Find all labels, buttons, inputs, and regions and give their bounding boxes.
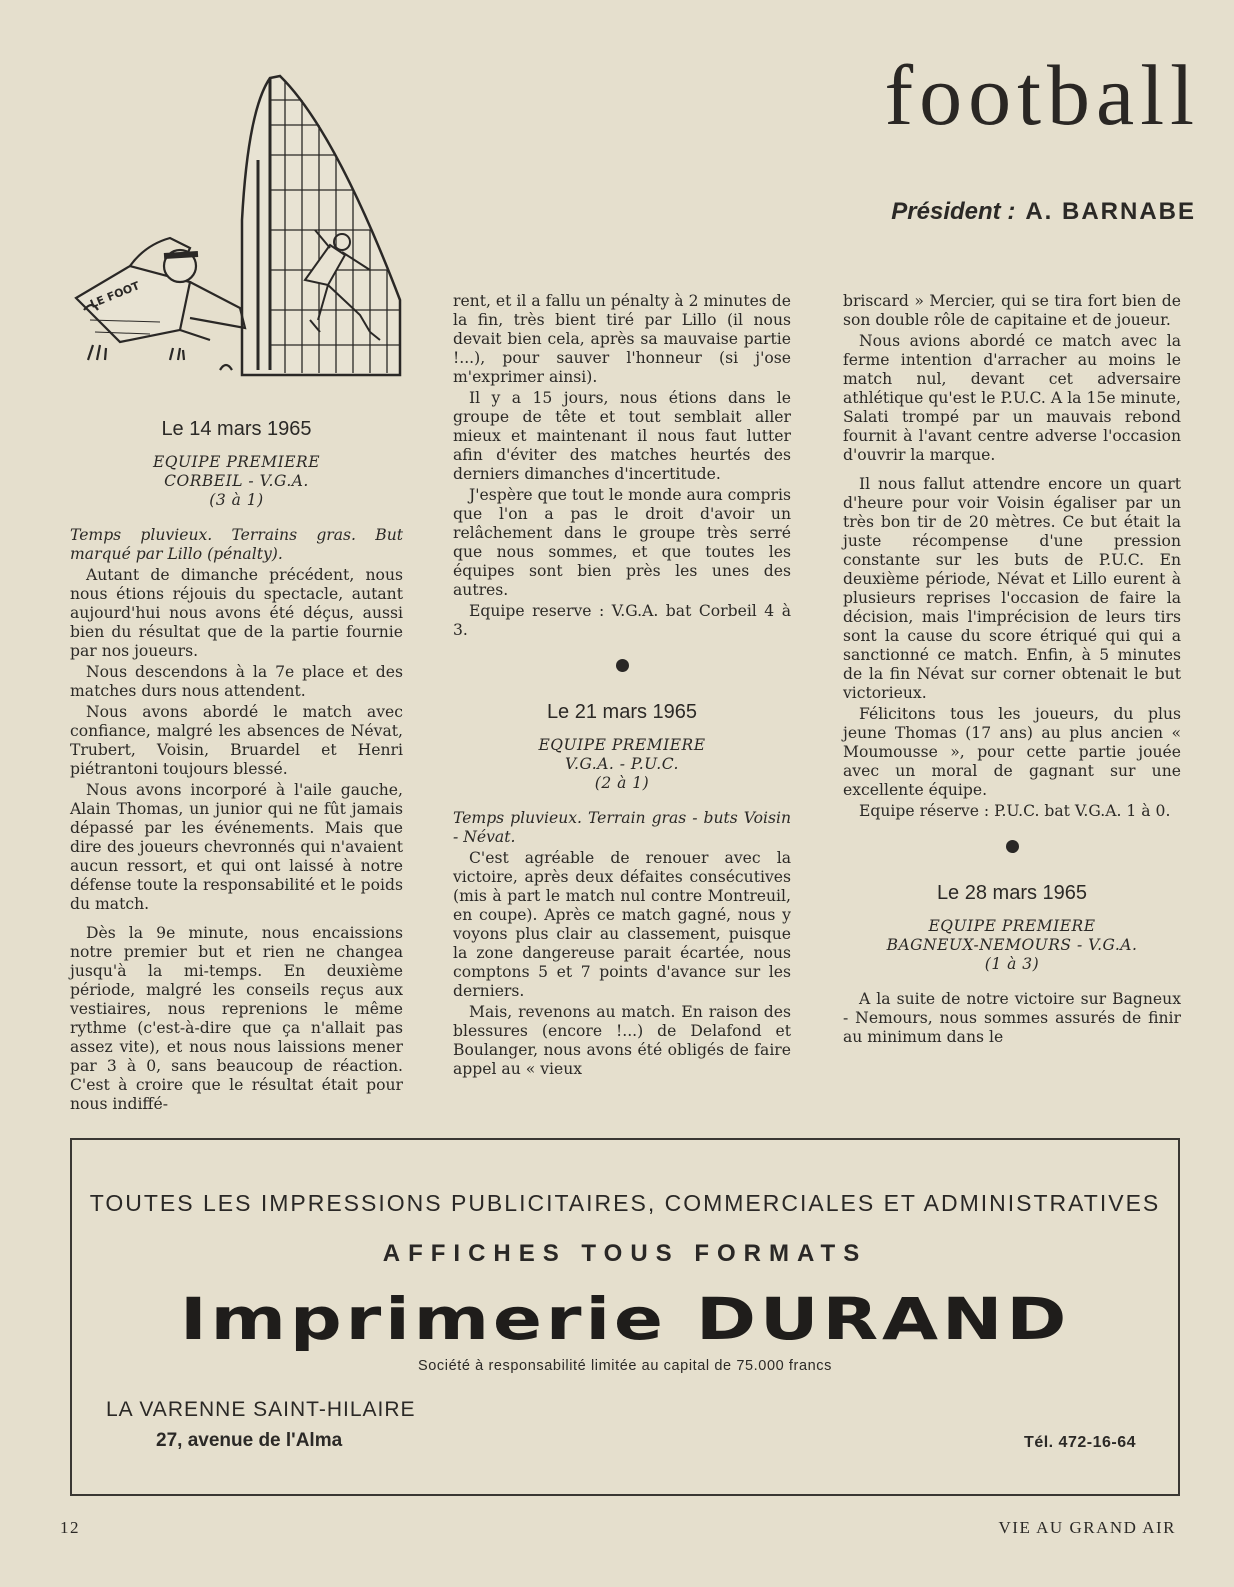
column-3 — [843, 292, 1181, 1049]
paragraph: briscard » Mercier, qui se tira fort bien de son double rôle de capitaine et de joueur. — [843, 292, 1181, 329]
ad-company-info: Société à responsabilité limitée au capital de 75.000 francs — [417, 1358, 833, 1374]
paragraph: Nous descendons à la 7e place et des matches durs nous attendent. — [70, 663, 403, 700]
ad-posters-line: AFFICHES TOUS FORMATS — [382, 1240, 868, 1267]
printer-advertisement — [70, 1138, 1180, 1496]
section-bullet — [616, 659, 629, 672]
paragraph: A la suite de notre victoire sur Bagneux - Nemours, nous sommes assurés de finir au minimum dans le — [843, 990, 1181, 1046]
president-name: A. BARNABE — [1025, 198, 1196, 225]
team-label: EQUIPE PREMIERE — [152, 453, 321, 471]
paragraph: Dès la 9e minute, nous encaissions notre premier but et rien ne changea jusqu'à la mi-temps. En deuxième période, malgré les conseils reçus aux vestiaires, nous reprenions le même rythme (c'est-à-dire que ça n'allait pas assez vite), et nous nous laissions mener par 3 à 0, sans beaucoup de réaction. C'est à croire que le résultat était pour nous indiffé- — [70, 924, 403, 1113]
match-teams — [453, 736, 791, 793]
paragraph: Nous avons abordé le match avec confiance, malgré les absences de Névat, Trubert, Voisin, Bruardel et Henri piétrantoni toujours blessé. — [70, 703, 403, 778]
paragraph: rent, et il a fallu un pénalty à 2 minutes de la fin, très bient tiré par Lillo (il nous devait bien cela, après sa mauvaise partie !...), pour sauver l'honneur (si j'ose m'exprimer ainsi). — [453, 292, 791, 386]
team-names: BAGNEUX-NEMOURS - V.G.A. — [886, 936, 1138, 954]
paragraph: Autant de dimanche précédent, nous nous étions réjouis du spectacle, autant aujourd'hui nous avons été déçus, aussi bien du résultat que de la partie fournie par nos joueurs. — [70, 566, 403, 660]
team-label: EQUIPE PREMIERE — [538, 736, 706, 754]
team-score: (2 à 1) — [594, 774, 650, 792]
paragraph: Equipe reserve : V.G.A. bat Corbeil 4 à 3. — [453, 602, 791, 639]
ad-phone: Tél. 472-16-64 — [1024, 1434, 1136, 1451]
paragraph: Nous avions abordé ce match avec la ferme intention d'arracher au moins le match nul, devant cet adversaire athlétique qu'est le P.U.C. A la 15e minute, Salati trompé par un mauvais rebond fournit à l'avant centre adverse l'occasion d'ouvrir la marque. — [843, 332, 1181, 464]
paragraph: C'est agréable de renouer avec la victoire, après deux défaites consécutives (mis à part le match nul contre Montreuil, en coupe). Après ce match gagné, nous y voyons plus clair au classement, puisque la zone dangereuse parait écartée, nous comptons 5 et 7 points d'avance sur les derniers. — [453, 849, 791, 1000]
match-date: Le 21 mars 1965 — [546, 701, 698, 723]
paragraph: Il y a 15 jours, nous étions dans le groupe de tête et tout semblait aller mieux et maintenant il nous faut lutter afin d'éviter des matches heurtés des derniers dimanches d'incertitude. — [453, 389, 791, 483]
team-score: (3 à 1) — [209, 491, 264, 509]
goal-net-icon — [242, 76, 400, 375]
team-names: V.G.A. - P.U.C. — [565, 755, 679, 773]
paragraph: Equipe réserve : P.U.C. bat V.G.A. 1 à 0. — [859, 802, 1171, 820]
paragraph: Félicitons tous les joueurs, du plus jeune Thomas (17 ans) au plus ancien « Moumousse », pour cette partie jouée avec un moral de gagnant sur une excellente équipe. — [843, 705, 1181, 799]
match-teams — [70, 453, 403, 510]
team-names: CORBEIL - V.G.A. — [164, 472, 309, 490]
president-label: Président : — [891, 198, 1016, 225]
president-line — [760, 198, 1196, 226]
weather-note: Temps pluvieux. Terrains gras. But marqué par Lillo (pénalty). — [70, 526, 403, 563]
match-date: Le 14 mars 1965 — [161, 418, 312, 440]
match-date: Le 28 mars 1965 — [936, 882, 1088, 904]
team-score: (1 à 3) — [984, 955, 1040, 973]
paragraph: Il nous fallut attendre encore un quart d'heure pour voir Voisin égaliser par un très bon tir de 20 mètres. Ce but était la juste récompense d'une pression constante sur les buts de P.U.C. En deuxième période, Névat et Lillo eurent à plusieurs reprises l'occasion de faire la décision, mais l'imprécision de leurs tirs sont la cause du score étriqué qui qui a sanctionné ce match. Enfin, à 5 minutes de la fin Névat sur corner obtenait le but victorieux. — [843, 475, 1181, 702]
page-number: 12 — [60, 1518, 80, 1537]
paragraph: Nous avons incorporé à l'aile gauche, Alain Thomas, un junior qui ne fût jamais dépassé par les événements. Mais que dire des joueurs chevronnés qui n'avaient aucun ressort, et qui ont laissé à notre défense toute la responsabilité et le poids du match. — [70, 781, 403, 913]
match-teams — [843, 917, 1181, 974]
ad-services-line: TOUTES LES IMPRESSIONS PUBLICITAIRES, COMMERCIALES ET ADMINISTRATIVES — [89, 1190, 1161, 1216]
paragraph: J'espère que tout le monde aura compris que l'on a pas le droit d'avoir un relâchement dans le groupe très serré que nous sommes, et que toutes les équipes sont bien près les unes des autres. — [453, 486, 791, 599]
paragraph: Mais, revenons au match. En raison des blessures (encore !...) de Delafond et Boulanger, nous avons été obligés de faire appel au « vieux — [453, 1003, 791, 1078]
column-1 — [70, 420, 403, 1116]
page-title: football — [884, 47, 1200, 143]
magazine-name: VIE AU GRAND AIR — [998, 1518, 1176, 1537]
newspaper-text: LE FOOT — [88, 279, 142, 311]
ad-brand-name: Imprimerie DURAND — [179, 1285, 1071, 1353]
section-bullet — [1006, 840, 1019, 853]
column-2 — [453, 292, 791, 1081]
weather-note: Temps pluvieux. Terrain gras - buts Voisin - Névat. — [453, 809, 791, 846]
team-label: EQUIPE PREMIERE — [928, 917, 1096, 935]
football-illustration — [70, 70, 410, 380]
ad-town: LA VARENNE SAINT-HILAIRE — [106, 1398, 416, 1421]
ad-street: 27, avenue de l'Alma — [156, 1430, 343, 1451]
